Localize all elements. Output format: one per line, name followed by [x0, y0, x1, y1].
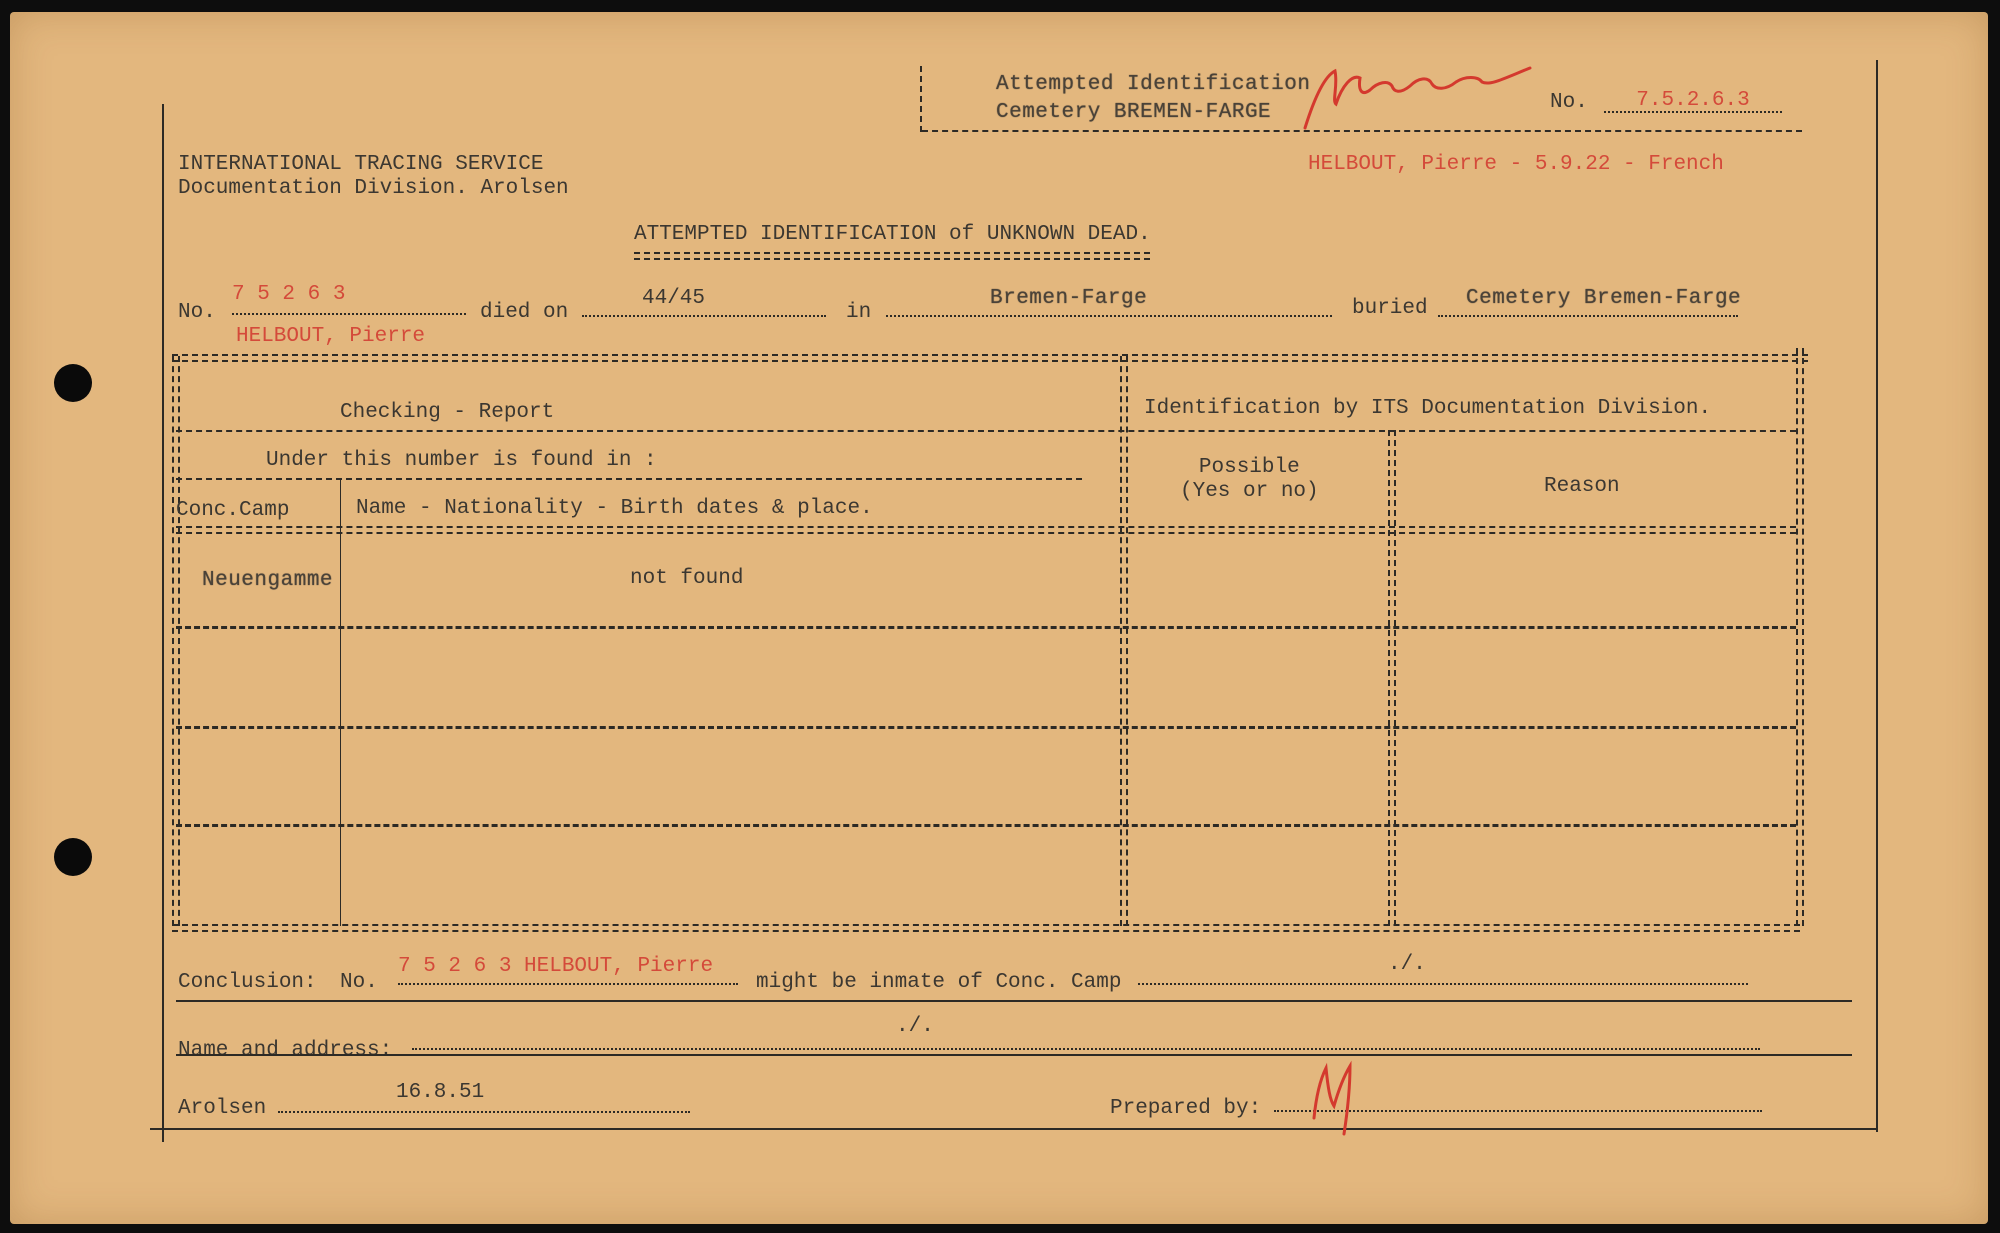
- record-card: [10, 12, 1988, 1224]
- name-address-rule: [176, 1054, 1852, 1056]
- table-right-border: [1796, 348, 1804, 926]
- col-reason-header: Reason: [1544, 475, 1620, 498]
- footer-place-label: Arolsen: [178, 1097, 267, 1120]
- buried-label: buried: [1352, 297, 1428, 320]
- table-bottom-border: [172, 924, 1800, 932]
- frame-bottom-line: [150, 1128, 1876, 1130]
- header-row-line: [176, 430, 1796, 432]
- handwritten-none-annotation: [1300, 56, 1540, 136]
- col-possible-header: Possible (Yes or no): [1180, 456, 1319, 503]
- table-divider-reason: [1388, 430, 1396, 926]
- record-no-label: No.: [178, 301, 216, 324]
- table-left-border: [172, 356, 180, 926]
- title-underline: [634, 252, 1150, 260]
- died-place-value: Bremen-Farge: [886, 288, 1332, 317]
- conclusion-no-label: No.: [340, 971, 378, 994]
- table-top-border: [172, 354, 1808, 362]
- footer-date-value: 16.8.51: [278, 1082, 690, 1113]
- name-address-label: Name and address:: [178, 1039, 393, 1062]
- record-no-value: 7 5 2 6 3: [232, 284, 466, 315]
- stamp-box-left: [920, 66, 922, 132]
- document-title: ATTEMPTED IDENTIFICATION of UNKNOWN DEAD.: [634, 223, 1151, 246]
- stamp-line-2: Cemetery BREMEN-FARGE: [996, 101, 1272, 124]
- in-label: in: [846, 301, 872, 324]
- row-line-1: [176, 626, 1796, 629]
- identification-header: Identification by ITS Documentation Division.: [1144, 397, 1712, 420]
- conclusion-label: Conclusion:: [178, 971, 317, 994]
- conclusion-camp-value: ./.: [1138, 954, 1748, 985]
- row-1-details: not found: [630, 567, 744, 590]
- prepared-by-label: Prepared by:: [1110, 1097, 1262, 1120]
- name-address-value: ./.: [896, 1015, 934, 1038]
- stamp-line-1: Attempted Identification: [996, 73, 1311, 96]
- conclusion-rule: [176, 1000, 1852, 1002]
- under-number-line: [176, 478, 1082, 480]
- checking-report-header: Checking - Report: [340, 401, 555, 424]
- conclusion-no-value: 7 5 2 6 3 HELBOUT, Pierre: [398, 956, 738, 985]
- buried-value: Cemetery Bremen-Farge: [1438, 288, 1738, 317]
- org-name: INTERNATIONAL TRACING SERVICE: [178, 153, 544, 176]
- frame-right-line: [1876, 60, 1878, 1132]
- table-divider-main: [1120, 356, 1128, 926]
- row-line-2: [176, 726, 1796, 729]
- table-divider-camp: [340, 480, 341, 926]
- col-camp-header: Conc.Camp: [176, 499, 290, 522]
- row-1-camp: Neuengamme: [202, 569, 334, 592]
- signature-mark: [1304, 1058, 1374, 1138]
- column-header-line: [176, 526, 1796, 534]
- row-line-3: [176, 824, 1796, 827]
- frame-left-line: [162, 104, 164, 1142]
- file-number-label: No.: [1550, 91, 1588, 114]
- name-address-dots: [412, 1048, 1760, 1050]
- person-header: HELBOUT, Pierre - 5.9.22 - French: [1308, 153, 1724, 176]
- died-label: died on: [480, 301, 569, 324]
- record-name: HELBOUT, Pierre: [236, 325, 426, 348]
- punch-hole-bottom: [54, 838, 92, 876]
- file-number-value: 7.5.2.6.3: [1604, 90, 1782, 113]
- under-number-label: Under this number is found in :: [266, 449, 657, 472]
- col-name-header: Name - Nationality - Birth dates & place.: [356, 497, 873, 520]
- org-division: Documentation Division. Arolsen: [178, 177, 569, 200]
- conclusion-text: might be inmate of Conc. Camp: [756, 971, 1122, 994]
- punch-hole-top: [54, 364, 92, 402]
- died-value: 44/45: [582, 288, 826, 317]
